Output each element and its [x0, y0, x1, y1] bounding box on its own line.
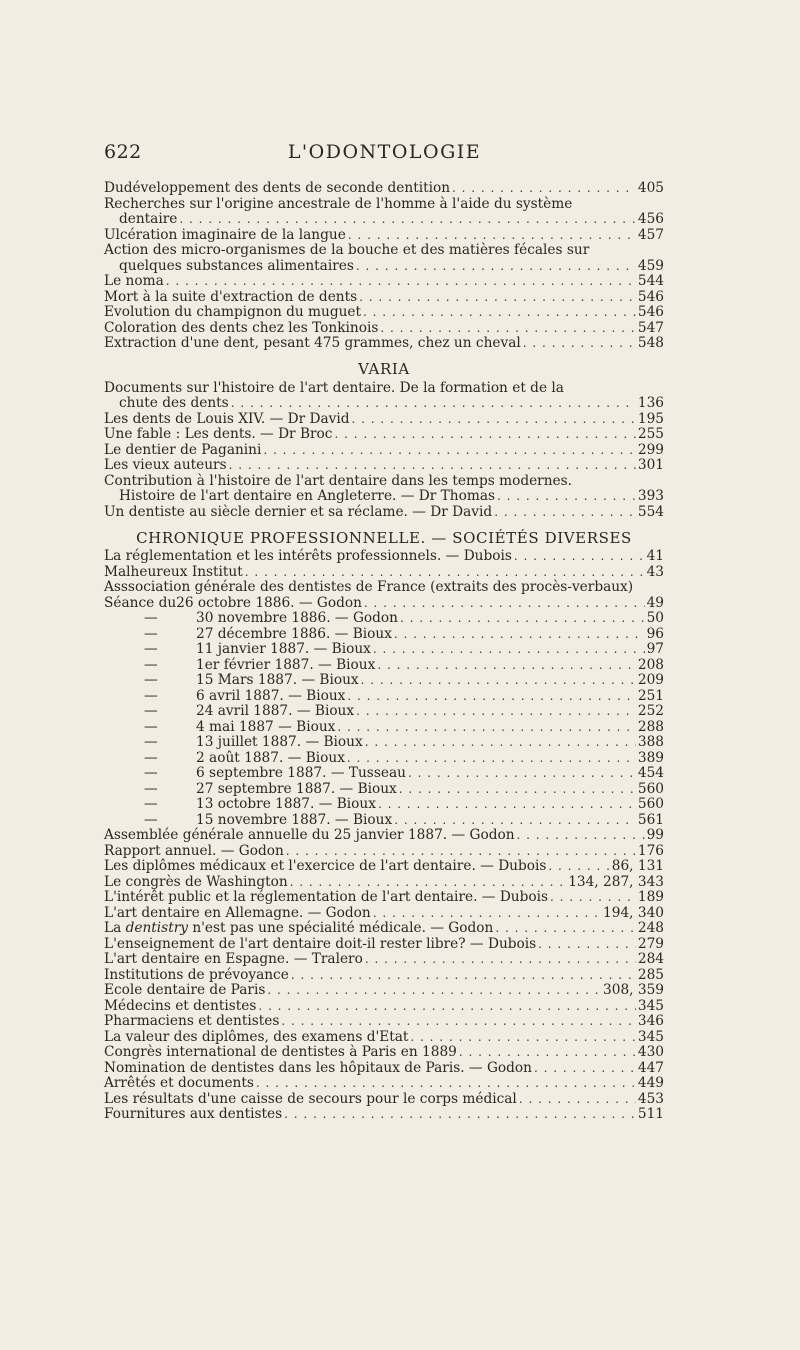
page-ref: 346 [637, 1013, 664, 1029]
entry-title: Congrès international de dentistes à Paris en 1889 [104, 1044, 457, 1060]
index-entry-first-line: Contribution à l'histoire de l'art dentaire dans les temps modernes. [104, 472, 573, 489]
index-entry [104, 844, 664, 860]
entry-title: Médecins et dentistes [104, 997, 257, 1014]
seance-dash: — [144, 718, 158, 735]
page-ref: 285 [637, 966, 664, 983]
index-entry [104, 396, 664, 412]
seance-dash: — [144, 687, 158, 704]
index-entry [104, 906, 664, 922]
page-ref: 50 [646, 610, 664, 626]
dot-leader [364, 596, 645, 612]
seance-entry [104, 782, 664, 798]
page-ref: 546 [637, 304, 664, 320]
index-section-chronique-b [104, 828, 664, 1123]
index-entry [104, 859, 664, 875]
seance-title [104, 782, 397, 798]
index-content [104, 181, 664, 1123]
index-entry [104, 1076, 664, 1092]
page-ref: 457 [637, 226, 664, 243]
seance-entry [104, 627, 664, 643]
seance-entry [104, 658, 664, 674]
dot-leader [548, 859, 609, 875]
seance-title [104, 673, 359, 689]
dot-leader [258, 999, 635, 1015]
association-line: Asssociation générale des dentistes de France (extraits des procès-verbaux) [104, 579, 634, 595]
dot-leader [361, 673, 636, 689]
index-entry [104, 1092, 664, 1108]
dot-leader [356, 259, 636, 275]
seance-entry [104, 611, 664, 627]
index-entry-first-line: Documents sur l'histoire de l'art dentaire. De la formation et de la [104, 379, 564, 396]
dot-leader [394, 813, 636, 829]
page-ref: 546 [637, 288, 664, 305]
dot-leader [550, 890, 636, 906]
seance-title [104, 611, 398, 627]
index-entry [104, 427, 664, 443]
dot-leader [281, 1014, 636, 1030]
entry-title: La réglementation et les intérêts professionnels. — Dubois [104, 548, 512, 564]
entry-title: Fournitures aux dentistes [104, 1106, 283, 1122]
entry-title: Malheureux Institut [104, 563, 243, 580]
seance-date: 13 juillet 1887. — Bioux [196, 734, 363, 750]
page-ref: 41 [646, 548, 664, 564]
page-ref: 449 [637, 1075, 664, 1091]
page-header [104, 141, 665, 165]
seance-date: 24 avril 1887. — Bioux [196, 703, 355, 719]
dot-leader [263, 443, 635, 459]
seance-title [104, 797, 376, 813]
page-ref: 345 [637, 1028, 664, 1045]
dot-leader [400, 611, 645, 627]
page-ref: 208 [637, 656, 664, 673]
page-ref: 389 [637, 749, 664, 766]
page-ref: 252 [637, 703, 664, 719]
index-entry [104, 443, 664, 459]
seance-date: 30 novembre 1886. — Godon [196, 610, 398, 626]
seance-date: 27 septembre 1887. — Bioux [196, 780, 397, 797]
entry-title: Le dentier de Paganini [104, 441, 262, 458]
page-ref: 189 [637, 889, 664, 905]
index-section-chronique-a [104, 549, 664, 580]
seance-date: 4 mai 1887 — Bioux [196, 718, 336, 735]
page-ref: 255 [637, 426, 664, 442]
seance-title [104, 689, 345, 705]
dot-leader [334, 427, 635, 443]
index-entry [104, 828, 664, 844]
page-ref: 560 [637, 796, 664, 812]
index-entry [104, 549, 664, 565]
page-ref: 99 [646, 827, 664, 843]
page-ref: 86, 131 [611, 858, 664, 874]
page-ref: 430 [637, 1044, 664, 1060]
dot-leader [365, 952, 636, 968]
page-ref: 284 [637, 951, 664, 967]
dot-leader [408, 766, 636, 782]
entry-title: Ecole dentaire de Paris [104, 982, 266, 998]
seance-dash: — [144, 641, 158, 657]
seance-entry [104, 797, 664, 813]
dot-leader [410, 1030, 635, 1046]
seance-dash: — [144, 625, 158, 642]
dot-leader [523, 336, 636, 352]
page-ref: 136 [637, 395, 664, 411]
entry-title: Une fable : Les dents. — Dr Broc [104, 426, 333, 442]
entry-title: Coloration des dents chez les Tonkinois [104, 319, 379, 336]
seance-dash: — [144, 765, 158, 781]
seance-dash: — [144, 811, 158, 828]
dot-leader [514, 549, 645, 565]
page-ref: 345 [637, 997, 664, 1014]
index-entry-first-line: Action des micro-organismes de la bouche et des matières fécales sur [104, 242, 590, 258]
entry-title: Dudéveloppement des dents de seconde dentition [104, 180, 451, 196]
page-ref: 456 [637, 211, 664, 227]
page-ref: 195 [637, 410, 664, 427]
seances-list [104, 596, 664, 829]
entry-title: L'intérêt public et la réglementation de l'art dentaire. — Dubois [104, 889, 549, 905]
index-section-varia [104, 381, 664, 521]
dot-leader [365, 735, 636, 751]
entry-title: dentaire [119, 211, 178, 227]
index-section-part1 [104, 181, 664, 352]
seance-date: 11 janvier 1887. — Bioux [196, 641, 371, 657]
seance-title [104, 766, 406, 782]
index-entry [104, 181, 664, 197]
page-ref: 405 [637, 180, 664, 196]
entry-title: Ulcération imaginaire de la langue [104, 226, 346, 243]
index-entry [104, 458, 664, 474]
seance-title [104, 627, 392, 643]
seance-date: 15 Mars 1887. — Bioux [196, 672, 359, 688]
entry-title: Rapport annuel. — Godon [104, 842, 284, 859]
dot-leader [538, 937, 636, 953]
dot-leader [517, 828, 645, 844]
index-entry [104, 968, 664, 984]
dot-leader [286, 844, 636, 860]
seance-entry [104, 751, 664, 767]
index-entry [104, 875, 664, 891]
index-entry [104, 259, 664, 275]
page-ref: 554 [637, 503, 664, 520]
section-heading-varia: VARIA [358, 359, 410, 378]
page-ref: 544 [637, 273, 664, 289]
dot-leader [284, 1107, 636, 1123]
entry-title: Evolution du champignon du muguet [104, 304, 362, 320]
page-ref: 299 [637, 441, 664, 458]
index-entry [104, 412, 664, 428]
dot-leader [290, 875, 567, 891]
page-ref: 279 [637, 935, 664, 952]
seance-date: 2 août 1887. — Bioux [196, 749, 345, 766]
seance-title [104, 720, 335, 736]
page-ref: 194, 340 [603, 904, 664, 921]
entry-title: Histoire de l'art dentaire en Angleterre. — Dr Thomas [119, 488, 496, 504]
seance-entry [104, 813, 664, 829]
seance-date: 6 avril 1887. — Bioux [196, 687, 346, 704]
seance-title [104, 813, 392, 829]
seance-dash: — [144, 656, 158, 673]
page-ref: 49 [646, 594, 664, 611]
seance-dash: — [144, 672, 158, 688]
page-ref: 43 [646, 563, 664, 580]
dot-leader [231, 396, 636, 412]
page-ref: 301 [637, 457, 664, 473]
seance-date: 27 décembre 1886. — Bioux [196, 625, 392, 642]
index-entry [104, 999, 664, 1015]
entry-title: L'art dentaire en Espagne. — Tralero [104, 951, 363, 967]
index-entry-first-line: Recherches sur l'origine ancestrale de l'homme à l'aide du système [104, 195, 573, 212]
dot-leader [494, 505, 636, 521]
dot-leader [267, 983, 601, 999]
dot-leader [347, 751, 636, 767]
section-heading-chronique: CHRONIQUE PROFESSIONNELLE. — SOCIÉTÉS DIVERSES [136, 529, 632, 547]
index-entry [104, 336, 664, 352]
entry-title: Institutions de prévoyance [104, 966, 289, 983]
entry-title: La dentistry n'est pas une spécialité médicale. — Godon [104, 920, 494, 936]
index-entry [104, 290, 664, 306]
dot-leader [348, 228, 636, 244]
index-entry [104, 1014, 664, 1030]
dot-leader [399, 782, 636, 798]
seance-entry [104, 720, 664, 736]
seance-dash: — [144, 610, 158, 626]
dot-leader [373, 642, 645, 658]
index-entry [104, 1061, 664, 1077]
page-ref: 511 [637, 1106, 664, 1122]
entry-title: quelques substances alimentaires [119, 257, 354, 274]
seance-dash: — [144, 734, 158, 750]
dot-leader [534, 1061, 636, 1077]
dot-leader [337, 720, 635, 736]
entry-title: Extraction d'une dent, pesant 475 grammes, chez un cheval [104, 335, 521, 351]
dot-leader [179, 212, 636, 228]
entry-title: chute des dents [119, 395, 229, 411]
entry-title: Les dents de Louis XIV. — Dr David [104, 410, 350, 427]
index-entry [104, 305, 664, 321]
seance-date: 15 novembre 1887. — Bioux [196, 811, 393, 828]
seance-dash: — [144, 703, 158, 719]
page-ref: 560 [637, 780, 664, 797]
entry-title: Assemblée générale annuelle du 25 janvier 1887. — Godon [104, 827, 515, 843]
entry-title: Le noma [104, 273, 164, 289]
page-ref: 459 [637, 257, 664, 274]
page-ref: 96 [646, 625, 664, 642]
page-ref: 134, 287, 343 [568, 873, 664, 890]
seance-date: 13 octobre 1887. — Bioux [196, 796, 376, 812]
seance-date: 1er février 1887. — Bioux [196, 656, 376, 673]
entry-title: L'enseignement de l'art dentaire doit-il rester libre? — Dubois [104, 935, 537, 952]
seance-entry [104, 735, 664, 751]
dot-leader [166, 274, 636, 290]
seance-entry [104, 766, 664, 782]
seance-title [104, 658, 375, 674]
dot-leader [256, 1076, 636, 1092]
entry-title: La valeur des diplômes, des examens d'Etat [104, 1028, 409, 1045]
page-ref: 561 [637, 811, 664, 828]
dot-leader [363, 305, 636, 321]
page-ref: 453 [637, 1090, 664, 1107]
entry-title: Les diplômes médicaux et l'exercice de l'art dentaire. — Dubois [104, 858, 547, 874]
entry-title: Un dentiste au siècle dernier et sa réclame. — Dr David [104, 503, 493, 520]
dot-leader [377, 658, 636, 674]
page-ref: 548 [637, 335, 664, 351]
dot-leader [380, 321, 636, 337]
seance-title [104, 751, 345, 767]
dot-leader [452, 181, 636, 197]
seance-title [104, 735, 363, 751]
seance-entry [104, 673, 664, 689]
page-ref: 547 [637, 319, 664, 336]
running-title: L'ODONTOLOGIE [287, 141, 482, 163]
index-entry [104, 983, 664, 999]
seance-label: Séance du [104, 594, 177, 611]
dot-leader [359, 290, 636, 306]
entry-title: Le congrès de Washington [104, 873, 288, 890]
page-ref: 454 [637, 765, 664, 781]
italic-term: dentistry [125, 920, 188, 936]
index-entry [104, 1045, 664, 1061]
index-entry [104, 565, 664, 581]
dot-leader [378, 797, 636, 813]
dot-leader [519, 1092, 636, 1108]
index-entry [104, 937, 664, 953]
dot-leader [347, 689, 635, 705]
seance-title [104, 642, 371, 658]
index-entry [104, 321, 664, 337]
seance-date: 6 septembre 1887. — Tusseau [196, 765, 406, 781]
index-entry [104, 228, 664, 244]
seance-entry [104, 642, 664, 658]
dot-leader [245, 565, 645, 581]
page-ref: 251 [637, 687, 664, 704]
seance-dash: — [144, 796, 158, 812]
page-number: 622 [104, 141, 142, 163]
dot-leader [291, 968, 636, 984]
index-entry [104, 489, 664, 505]
index-entry [104, 274, 664, 290]
dot-leader [356, 704, 636, 720]
index-entry [104, 921, 664, 937]
dot-leader [394, 627, 645, 643]
page-ref: 447 [637, 1059, 664, 1076]
index-entry [104, 212, 664, 228]
dot-leader [229, 458, 636, 474]
dot-leader [497, 489, 636, 505]
seance-dash: — [144, 749, 158, 766]
entry-title: Pharmaciens et dentistes [104, 1013, 280, 1029]
page-ref: 308, 359 [603, 982, 664, 998]
seance-date: 26 octobre 1886. — Godon [176, 594, 362, 611]
page-ref: 248 [637, 920, 664, 936]
seance-title [104, 596, 362, 612]
seance-entry [104, 704, 664, 720]
dot-leader [459, 1045, 636, 1061]
entry-title: Arrêtés et documents [104, 1075, 254, 1091]
page-ref: 288 [637, 718, 664, 735]
seance-title [104, 704, 354, 720]
dot-leader [373, 906, 601, 922]
page-ref: 209 [637, 672, 664, 688]
index-entry [104, 952, 664, 968]
page-ref: 176 [637, 842, 664, 859]
entry-title: L'art dentaire en Allemagne. — Godon [104, 904, 371, 921]
entry-title: Nomination de dentistes dans les hôpitaux de Paris. — Godon [104, 1059, 532, 1076]
seance-entry [104, 689, 664, 705]
entry-title: Les résultats d'une caisse de secours pour le corps médical [104, 1090, 517, 1107]
index-entry [104, 890, 664, 906]
index-entry [104, 1107, 664, 1123]
entry-title: Mort à la suite d'extraction de dents [104, 288, 358, 305]
page-ref: 393 [637, 488, 664, 504]
dot-leader [351, 412, 635, 428]
seance-dash: — [144, 780, 158, 797]
page-ref: 97 [646, 641, 664, 657]
index-entry [104, 1030, 664, 1046]
entry-title: Les vieux auteurs [104, 457, 227, 473]
index-entry [104, 505, 664, 521]
seance-entry [104, 596, 664, 612]
page-ref: 388 [637, 734, 664, 750]
dot-leader [495, 921, 636, 937]
